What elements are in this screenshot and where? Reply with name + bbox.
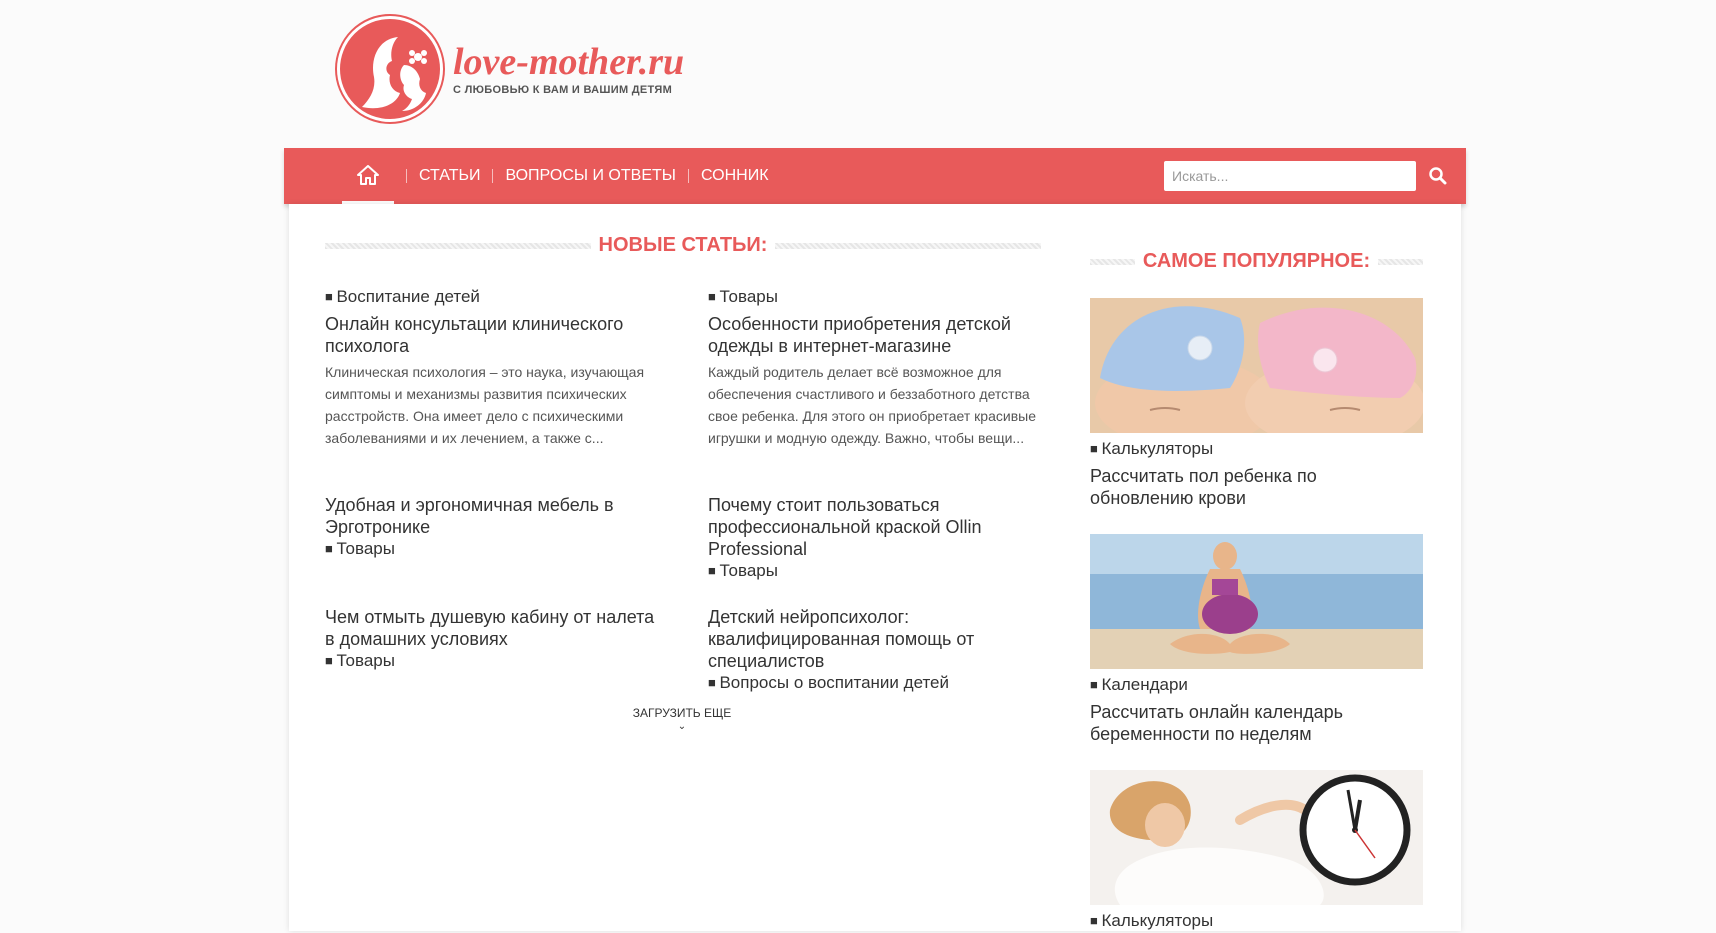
- heading-line: [325, 243, 591, 249]
- article-title[interactable]: Особенности приобретения детской одежды в интернет-магазине: [708, 314, 1011, 356]
- popular-title[interactable]: Рассчитать онлайн календарь беременности по неделям: [1090, 702, 1344, 744]
- section-title: НОВЫЕ СТАТЬИ:: [598, 234, 768, 256]
- popular-card: [1090, 298, 1423, 509]
- article-category[interactable]: ■ Товары: [325, 538, 665, 561]
- main-navbar: [284, 148, 1466, 204]
- nav-menu: [394, 148, 769, 204]
- popular-title[interactable]: Рассчитать пол ребенка по обновлению крови: [1090, 466, 1317, 508]
- section-title: САМОЕ ПОПУЛЯРНОЕ:: [1142, 250, 1371, 272]
- article-category[interactable]: ■ Товары: [325, 650, 665, 673]
- logo-badge-icon: [337, 16, 443, 122]
- article-card: [325, 494, 665, 561]
- article-title[interactable]: Почему стоит пользоваться профессиональной краской Ollin Professional: [708, 495, 982, 559]
- popular-card: [1090, 534, 1423, 745]
- popular-category[interactable]: ■ Календари: [1090, 674, 1423, 697]
- logo-title: love-mother.ru: [453, 41, 685, 83]
- article-card: [708, 606, 1048, 695]
- heading-line: [1378, 259, 1423, 265]
- nav-item-dream-book[interactable]: СОННИК: [700, 167, 769, 184]
- article-category[interactable]: ■ Воспитание детей: [325, 286, 665, 309]
- popular-category[interactable]: ■ Калькуляторы: [1090, 438, 1423, 461]
- article-card: [325, 286, 665, 449]
- new-articles-heading: [325, 234, 1041, 257]
- article-title[interactable]: Онлайн консультации клинического психолога: [325, 314, 624, 356]
- logo-subtitle: С ЛЮБОВЬЮ К ВАМ И ВАШИМ ДЕТЯМ: [453, 84, 673, 96]
- article-title[interactable]: Детский нейропсихолог: квалифицированная помощь от специалистов: [708, 607, 975, 671]
- article-excerpt: Каждый родитель делает всё возможное для обеспечения счастливого и беззаботного детства свое ребенка. Для этого он приобретает красивые игрушки и модную одежду. Важно, чтобы вещи...: [708, 364, 1036, 446]
- search-icon: [1429, 167, 1447, 185]
- nav-home-button[interactable]: [342, 148, 394, 204]
- popular-image-woman-clock[interactable]: [1090, 770, 1423, 905]
- load-more-label: ЗАГРУЗИТЬ ЕЩЕ: [632, 706, 732, 720]
- popular-image-babies[interactable]: [1090, 298, 1423, 433]
- search-button[interactable]: [1424, 162, 1452, 190]
- heading-line: [1090, 259, 1135, 265]
- nav-item-qa[interactable]: ВОПРОСЫ И ОТВЕТЫ: [505, 167, 676, 184]
- article-title[interactable]: Удобная и эргономичная мебель в Эрготронике: [325, 495, 614, 537]
- load-more-button[interactable]: [632, 706, 732, 732]
- chevron-down-icon: ⌄: [677, 721, 687, 732]
- article-excerpt: Клиническая психология – это наука, изучающая симптомы и механизмы развития психических расстройств. Она имеет дело с психическими заболеваниями и их лечением, а также с...: [325, 364, 645, 446]
- nav-divider: [688, 169, 689, 183]
- article-title[interactable]: Чем отмыть душевую кабину от налета в домашних условиях: [325, 607, 655, 649]
- site-logo[interactable]: [337, 16, 684, 122]
- site-header: [0, 0, 1716, 148]
- article-card: [708, 286, 1048, 449]
- home-icon: [357, 165, 379, 185]
- heading-line: [775, 243, 1041, 249]
- article-card: [708, 494, 1048, 583]
- popular-heading: [1090, 250, 1423, 273]
- nav-divider: [492, 169, 493, 183]
- article-category[interactable]: ■ Вопросы о воспитании детей: [708, 672, 1048, 695]
- article-card: [325, 606, 665, 673]
- popular-category[interactable]: ■ Калькуляторы: [1090, 910, 1423, 933]
- article-category[interactable]: ■ Товары: [708, 560, 1048, 583]
- popular-card: [1090, 770, 1423, 933]
- article-category[interactable]: ■ Товары: [708, 286, 1048, 309]
- popular-image-pregnant-beach[interactable]: [1090, 534, 1423, 669]
- search-input[interactable]: [1164, 161, 1416, 191]
- nav-item-articles[interactable]: СТАТЬИ: [419, 167, 481, 184]
- nav-divider: [406, 169, 407, 183]
